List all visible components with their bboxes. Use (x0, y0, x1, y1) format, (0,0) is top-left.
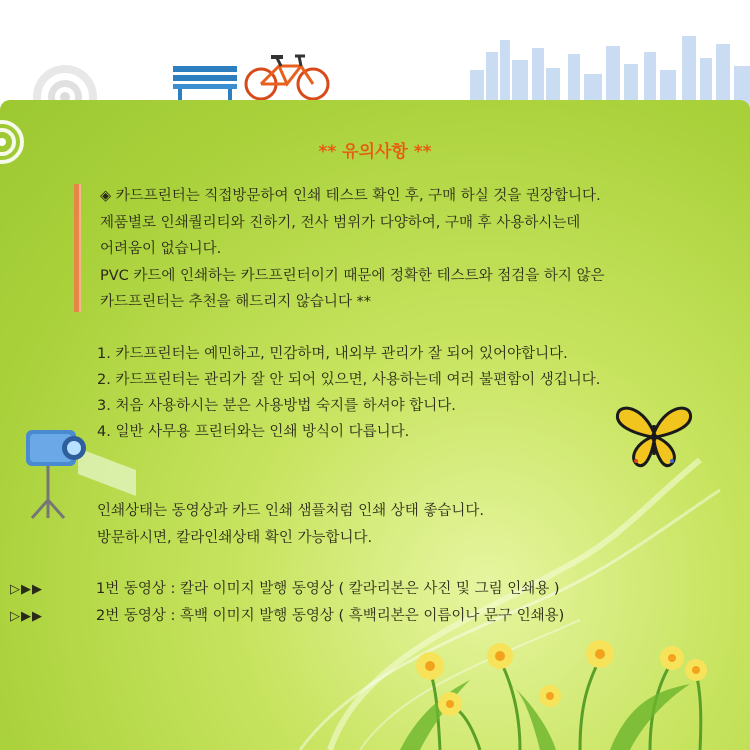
play-arrows-icon: ▷▶▶ (10, 609, 43, 624)
notice-text (100, 183, 740, 316)
notice-title: ** 유의사항 ** (318, 142, 432, 162)
print-status-text (97, 498, 484, 552)
status-line: 방문하시면, 칼라인쇄상태 확인 가능합니다. (97, 530, 373, 546)
play-arrows-icon: ▷▶▶ (10, 582, 43, 597)
notice-accent-bar (74, 184, 81, 312)
status-line: 인쇄상태는 동영상과 카드 인쇄 샘플처럼 인쇄 상태 좋습니다. (97, 503, 485, 519)
notice-line: 제품별로 인쇄퀄리티와 진하기, 전사 범위가 다양하여, 구매 후 사용하시는데 (100, 214, 581, 231)
notice-line: 카드프린터는 추천을 해드리지 않습니다 ** (100, 294, 372, 310)
notice-line: PVC 카드에 인쇄하는 카드프린터이기 때문에 정확한 테스트와 점검을 하지 않은 (100, 267, 605, 284)
video-link-label[interactable]: 1번 동영상 : 칼라 이미지 발행 동영상 ( 칼라리본은 사진 및 그림 인쇄용 ) (96, 581, 560, 597)
caution-list (97, 341, 600, 445)
city-skyline-icon (450, 30, 750, 108)
bench-icon (170, 64, 240, 104)
video-link-1[interactable] (10, 576, 564, 603)
list-item: 3. 처음 사용하시는 분은 사용방법 숙지를 하셔야 합니다. (97, 398, 456, 414)
notice-line: ◈ 카드프린터는 직접방문하여 인쇄 테스트 확인 후, 구매 하실 것을 권장합니다. (100, 188, 601, 204)
notice-line: 어려움이 없습니다. (100, 241, 222, 257)
video-link-label[interactable]: 2번 동영상 : 흑백 이미지 발행 동영상 ( 흑백리본은 이름이나 문구 인쇄용) (96, 608, 565, 624)
list-item: 1. 카드프린터는 예민하고, 민감하며, 내외부 관리가 잘 되어 있어야합니다. (97, 346, 568, 362)
list-item: 2. 카드프린터는 관리가 잘 안 되어 있으면, 사용하는데 여러 불편함이 생깁니다. (97, 372, 601, 388)
bicycle-icon (243, 50, 331, 102)
header-illustration (0, 0, 750, 108)
list-item: 4. 일반 사무용 프린터와는 인쇄 방식이 다릅니다. (97, 424, 410, 440)
butterfly-icon (614, 403, 694, 473)
daffodil-flowers-icon (360, 600, 750, 750)
